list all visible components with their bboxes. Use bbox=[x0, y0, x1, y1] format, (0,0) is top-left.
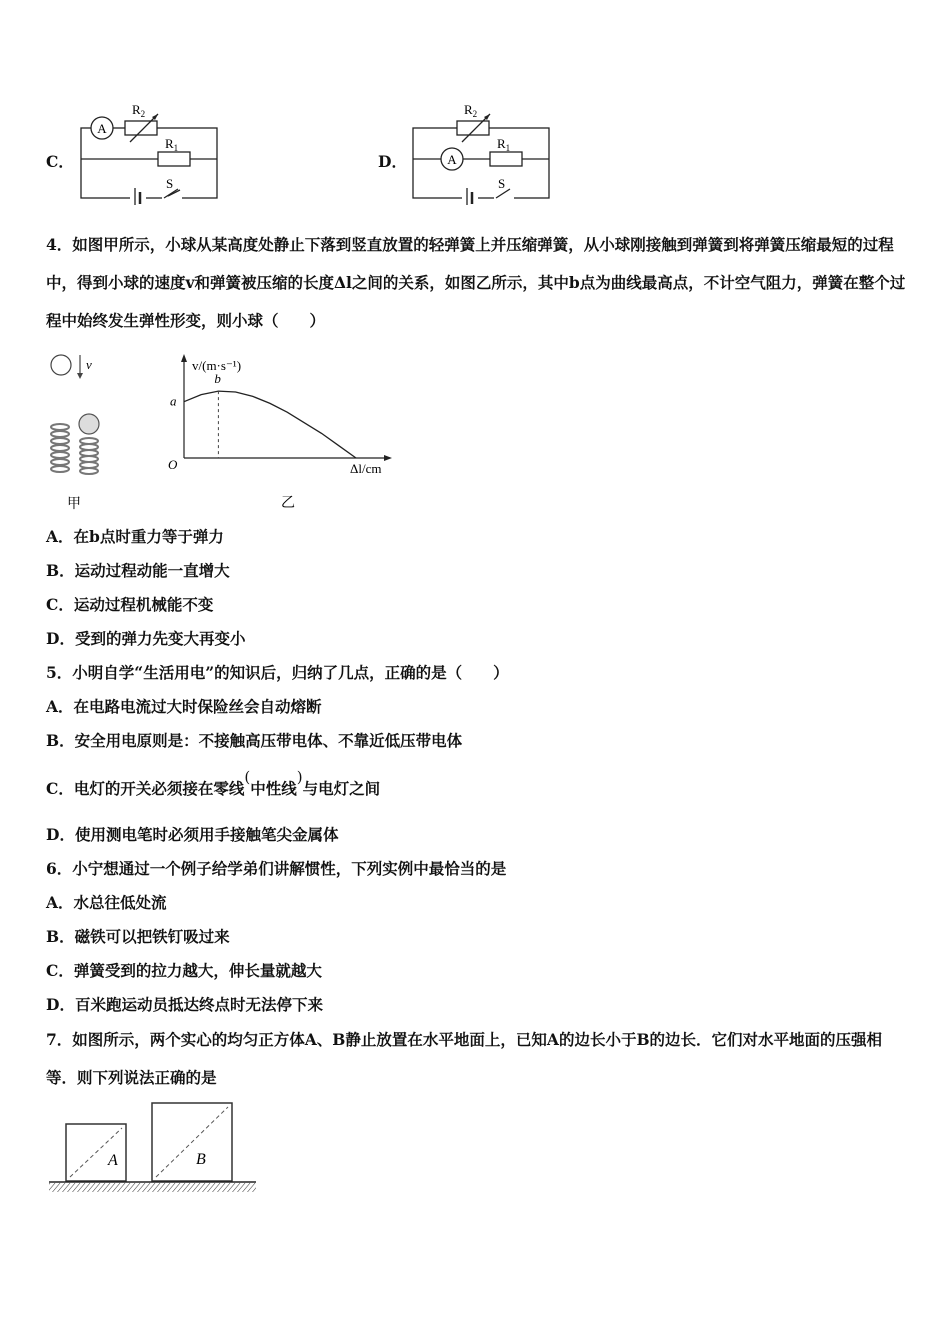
figure-jia-ball-spring bbox=[44, 345, 124, 515]
q6-option-d[interactable]: D．百米跑运动员抵达终点时无法停下来 bbox=[46, 995, 323, 1014]
point-b-label: b bbox=[214, 371, 221, 387]
velocity-compression-chart bbox=[160, 350, 400, 515]
q4-option-c[interactable]: C．运动过程机械能不变 bbox=[46, 595, 214, 614]
ammeter-label: A bbox=[447, 152, 457, 167]
ball-on-spring-icon bbox=[79, 414, 99, 434]
spring-icon bbox=[51, 424, 69, 472]
option-d-label[interactable]: D． bbox=[378, 152, 407, 171]
circuit-diagram-c bbox=[78, 100, 223, 205]
figure-jia-label: 甲 bbox=[67, 497, 81, 512]
point-a-label: a bbox=[170, 393, 177, 409]
r1-label: $R_1$ bbox=[165, 136, 179, 153]
ball-icon bbox=[51, 355, 71, 375]
ground-hatch bbox=[49, 1183, 256, 1192]
question-6-text: 6．小宁想通过一个例子给学弟们讲解惯性，下列实例中最恰当的是 bbox=[46, 859, 507, 878]
q5-option-b[interactable]: B．安全用电原则是：不接触高压带电体、不靠近低压带电体 bbox=[46, 731, 463, 750]
y-axis-label: v/(m·s⁻¹) bbox=[192, 358, 242, 373]
switch-label: S bbox=[498, 176, 506, 191]
option-c-label[interactable]: C． bbox=[46, 152, 74, 171]
r2-label: $R_2$ bbox=[132, 102, 146, 119]
switch-label: S bbox=[166, 176, 174, 191]
r1-label: $R_1$ bbox=[497, 136, 511, 153]
q6-option-a[interactable]: A．水总往低处流 bbox=[46, 893, 167, 912]
q5-option-c[interactable]: C．电灯的开关必须接在零线(中性线)与电灯之间 bbox=[46, 768, 381, 798]
q5-option-a[interactable]: A．在电路电流过大时保险丝会自动熔断 bbox=[46, 697, 322, 716]
question-7-text: 7．如图所示，两个实心的均匀正方体A、B静止放置在水平地面上，已知A的边长小于B的边长．它们对水平地面的压强相等．则下列说法正确的是 bbox=[46, 1030, 883, 1087]
q6-option-c[interactable]: C．弹簧受到的拉力越大，伸长量就越大 bbox=[46, 961, 322, 980]
question-5-text: 5．小明自学“生活用电”的知识后，归纳了几点，正确的是（ ） bbox=[46, 663, 509, 682]
ammeter-label: A bbox=[97, 121, 107, 136]
q4-option-b[interactable]: B．运动过程动能一直增大 bbox=[46, 561, 230, 580]
circuit-diagram-d bbox=[410, 100, 555, 205]
cubes-figure bbox=[46, 1098, 261, 1203]
velocity-label: v bbox=[86, 357, 92, 372]
question-4-text: 4．如图甲所示，小球从某高度处静止下落到竖直放置的轻弹簧上并压缩弹簧，从小球刚接触到弹簧到将弹簧压缩最短的过程中，得到小球的速度v和弹簧被压缩的长度Δl之间的关系，如图乙所示，其中b点为曲线最高点，不计空气阻力，弹簧在整个过程中始终发生弹性形变，则小球（ ） bbox=[46, 235, 906, 330]
cube-a-label: A bbox=[108, 1152, 118, 1169]
velocity-curve bbox=[184, 391, 356, 458]
q4-option-a[interactable]: A．在b点时重力等于弹力 bbox=[46, 527, 224, 546]
cube-b-label: B bbox=[196, 1151, 206, 1168]
q4-option-d[interactable]: D．受到的弹力先变大再变小 bbox=[46, 629, 246, 648]
x-axis-label: Δl/cm bbox=[350, 461, 382, 476]
figure-yi-label: 乙 bbox=[281, 496, 295, 511]
origin-label: O bbox=[168, 457, 178, 472]
q5-option-d[interactable]: D．使用测电笔时必须用手接触笔尖金属体 bbox=[46, 825, 339, 844]
r2-label: $R_2$ bbox=[464, 102, 478, 119]
compressed-spring-icon bbox=[80, 438, 98, 474]
q6-option-b[interactable]: B．磁铁可以把铁钉吸过来 bbox=[46, 927, 230, 946]
